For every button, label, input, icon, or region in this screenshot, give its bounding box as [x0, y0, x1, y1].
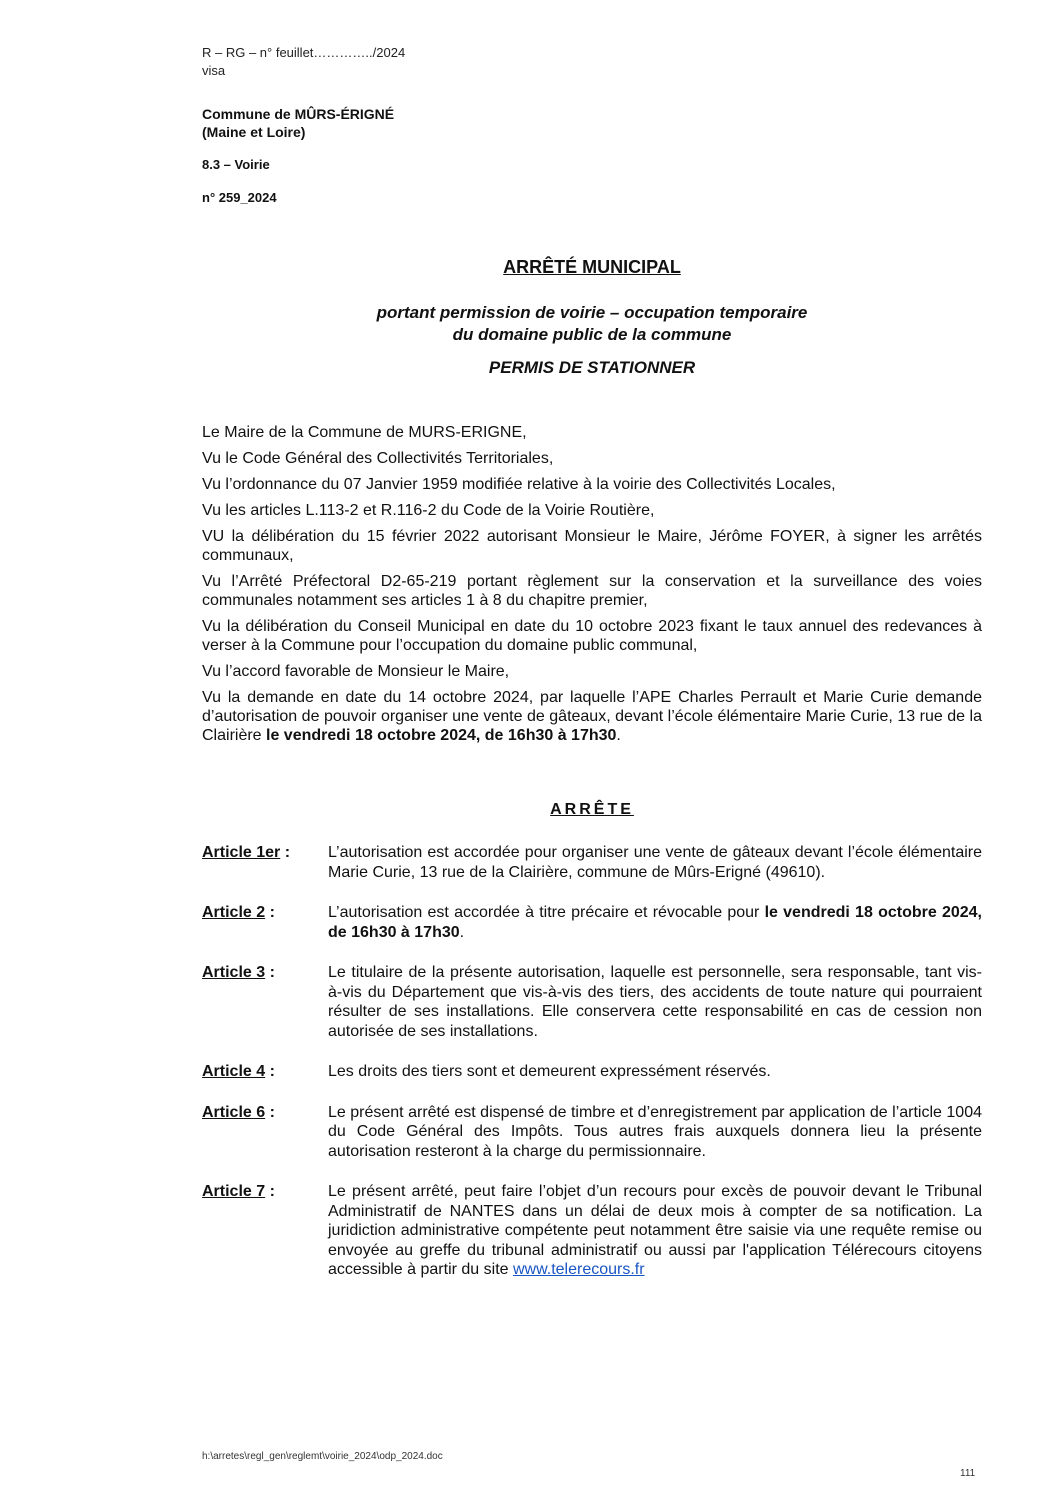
considerations	[202, 423, 982, 752]
arrete-number: n° 259_2024	[202, 190, 277, 205]
vu-paragraph: Vu l’Arrêté Préfectoral D2-65-219 portant règlement sur la conservation et la surveillance des voies communales notamment ses articles 1 à 8 du chapitre premier,	[202, 573, 982, 609]
commune-name: Commune de MÛRS-ÉRIGNÉ	[202, 106, 395, 122]
visa-line: visa	[202, 63, 226, 78]
article-label: Article 7	[202, 1183, 266, 1200]
demande-end: .	[616, 727, 621, 744]
arrete-heading: ARRÊTE	[550, 801, 634, 818]
demande-date: le vendredi 18 octobre 2024, de 16h30 à 17h30	[266, 727, 617, 744]
vu-paragraph: Vu l’accord favorable de Monsieur le Maire,	[202, 663, 510, 680]
file-path: h:\arretes\regl_gen\reglemt\voirie_2024\odp_2024.doc	[202, 1451, 443, 1462]
department-name: (Maine et Loire)	[202, 124, 306, 140]
commune-block	[202, 105, 394, 141]
document-subtitle	[202, 302, 982, 346]
article-colon: :	[265, 1103, 275, 1121]
article-2	[202, 903, 982, 942]
subtitle-line-2: du domaine public de la commune	[452, 325, 732, 344]
article-4	[202, 1062, 982, 1082]
article-colon: :	[265, 1183, 275, 1200]
vu-paragraph: Vu l’ordonnance du 07 Janvier 1959 modifiée relative à la voirie des Collectivités Locales,	[202, 476, 836, 493]
document-title: ARRÊTÉ MUNICIPAL	[503, 257, 681, 277]
article-text: Le présent arrêté est dispensé de timbre et d’enregistrement par application de l’article 1004 du Code Général des Impôts. Tous autres frais auxquels donnera lieu la présente autorisation resteront à la charge du permissionnaire.	[328, 1103, 982, 1160]
document-reference	[202, 44, 405, 80]
page-number: 111	[960, 1468, 976, 1479]
article-end: .	[459, 923, 465, 941]
article-label: Article 6	[202, 1103, 266, 1121]
article-text: Le titulaire de la présente autorisation, laquelle est personnelle, sera responsable, tant vis-à-vis du Département que vis-à-vis des tiers, des accidents de toute nature qui pourraient résulter de ses installations. Elle conservera cette responsabilité en cas de cession non autorisée de ses installations.	[328, 964, 982, 1040]
article-3	[202, 963, 982, 1041]
article-colon: :	[265, 964, 275, 981]
permis-heading: PERMIS DE STATIONNER	[488, 358, 696, 377]
article-label: Article 3	[202, 964, 266, 981]
demande-text: Vu la demande en date du 14 octobre 2024, par laquelle l’APE Charles Perrault et Marie Curie demande d’autorisation de pouvoir organiser une vente de gâteaux, devant l’école élémentaire Marie Curie, 13 rue de la Clairière	[202, 689, 982, 744]
subtitle-line-1: portant permission de voirie – occupation temporaire	[376, 303, 808, 322]
vu-paragraph: VU la délibération du 15 février 2022 autorisant Monsieur le Maire, Jérôme FOYER, à signer les arrêtés communaux,	[202, 528, 982, 564]
article-colon: :	[265, 904, 275, 921]
article-label: Article 2	[202, 904, 266, 921]
article-colon: :	[265, 1063, 275, 1080]
rubrique-label: 8.3 – Voirie	[202, 157, 270, 172]
article-label: Article 4	[202, 1063, 266, 1080]
article-1	[202, 843, 982, 882]
article-7	[202, 1182, 982, 1280]
article-label: Article 1er	[202, 844, 281, 861]
articles-list	[202, 843, 982, 1301]
vu-demande-paragraph	[202, 688, 982, 745]
article-date: le vendredi 18 octobre 2024, de 16h30 à 17h30	[328, 904, 983, 941]
telerecours-link[interactable]: www.telerecours.fr	[512, 1261, 645, 1278]
vu-paragraph: Vu le Code Général des Collectivités Territoriales,	[202, 450, 554, 467]
feuillet-line: R – RG – n° feuillet…………../2024	[202, 45, 406, 60]
vu-paragraph: Vu la délibération du Conseil Municipal en date du 10 octobre 2023 fixant le taux annuel des redevances à verser à la Commune pour l’occupation du domaine public communal,	[202, 618, 982, 654]
vu-paragraph: Vu les articles L.113-2 et R.116-2 du Code de la Voirie Routière,	[202, 502, 655, 519]
article-text: Les droits des tiers sont et demeurent expressément réservés.	[328, 1063, 771, 1080]
article-text: L’autorisation est accordée à titre précaire et révocable pour	[328, 904, 765, 921]
article-colon: :	[280, 844, 291, 861]
article-text: L’autorisation est accordée pour organiser une vente de gâteaux devant l’école élémentaire Marie Curie, 13 rue de la Clairière, commune de Mûrs-Erigné (49610).	[328, 844, 982, 881]
vu-paragraph: Le Maire de la Commune de MURS-ERIGNE,	[202, 424, 527, 441]
article-6	[202, 1103, 982, 1162]
article-text: Le présent arrêté, peut faire l’objet d’un recours pour excès de pouvoir devant le Tribunal Administratif de NANTES dans un délai de deux mois à compter de sa notification. La juridiction administrative compétente peut notamment être saisie via une requête remise ou envoyée au greffe du tribunal administratif ou aussi par l'application Télérecours citoyens accessible à partir du site	[328, 1183, 982, 1278]
